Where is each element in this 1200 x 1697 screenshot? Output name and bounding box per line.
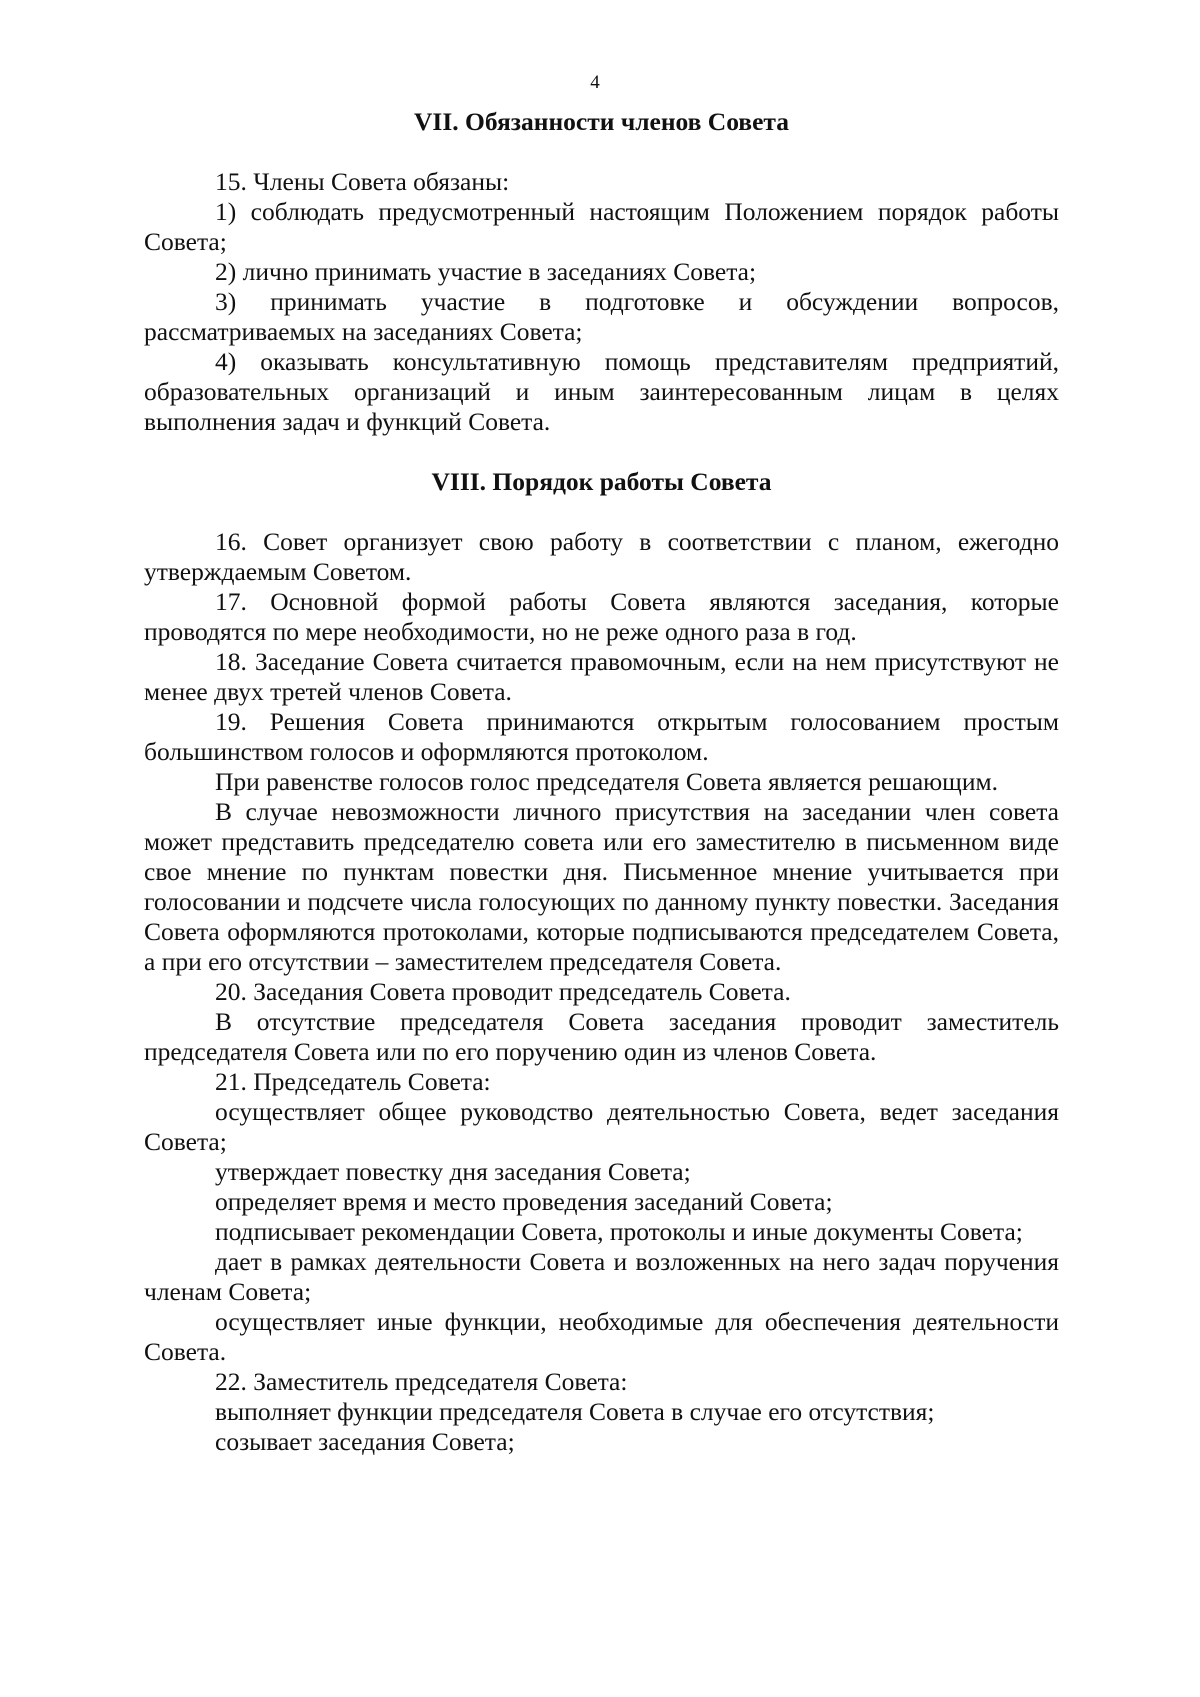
paragraph-22-item-2: созывает заседания Совета;	[215, 1427, 515, 1456]
paragraph-15: 15. Члены Совета обязаны:	[215, 167, 510, 196]
paragraph-21-item-1: осуществляет общее руководство деятельностью Совета, ведет заседания Совета;	[144, 1097, 1059, 1156]
paragraph-21-item-4: подписывает рекомендации Совета, протоколы и иные документы Совета;	[215, 1217, 1023, 1246]
paragraph-19: 19. Решения Совета принимаются открытым голосованием простым большинством голосов и оформляются протоколом.	[144, 707, 1059, 766]
spacer	[144, 437, 1059, 467]
paragraph-19-absence: В случае невозможности личного присутствия на заседании член совета может представить председателю совета или его заместителю в письменном виде свое мнение по пунктам повестки дня. Письменное мнение учитывается при голосовании и подсчете числа голосующих по данному пункту повестки. Заседания Совета оформляются протоколами, которые подписываются председателем Совета, а при его отсутствии – заместителем председателя Совета.	[144, 797, 1059, 976]
paragraph-21-item-6: осуществляет иные функции, необходимые для обеспечения деятельности Совета.	[144, 1307, 1059, 1366]
paragraph-18: 18. Заседание Совета считается правомочным, если на нем присутствуют не менее двух третей членов Совета.	[144, 647, 1059, 706]
spacer	[144, 137, 1059, 167]
paragraph-15-item-3: 3) принимать участие в подготовке и обсуждении вопросов, рассматриваемых на заседаниях Совета;	[144, 287, 1059, 346]
paragraph-21-item-3: определяет время и место проведения заседаний Совета;	[215, 1187, 833, 1216]
section-body-duties	[144, 167, 1059, 437]
paragraph-20: 20. Заседания Совета проводит председатель Совета.	[215, 977, 791, 1006]
document-content	[144, 107, 1059, 1457]
page-number: 4	[590, 72, 600, 93]
section-heading-procedure: VIII. Порядок работы Совета	[431, 467, 772, 496]
paragraph-17: 17. Основной формой работы Совета являются заседания, которые проводятся по мере необходимости, но не реже одного раза в год.	[144, 587, 1059, 646]
paragraph-21-item-5: дает в рамках деятельности Совета и возложенных на него задач поручения членам Совета;	[144, 1247, 1059, 1306]
paragraph-15-item-4: 4) оказывать консультативную помощь представителям предприятий, образовательных организаций и иным заинтересованным лицам в целях выполнения задач и функций Совета.	[144, 347, 1059, 436]
paragraph-20-deputy: В отсутствие председателя Совета заседания проводит заместитель председателя Совета или по его поручению один из членов Совета.	[144, 1007, 1059, 1066]
section-heading-duties: VII. Обязанности членов Совета	[414, 107, 789, 136]
spacer	[144, 497, 1059, 527]
paragraph-22-item-1: выполняет функции председателя Совета в случае его отсутствия;	[215, 1397, 935, 1426]
paragraph-21: 21. Председатель Совета:	[215, 1067, 491, 1096]
paragraph-22: 22. Заместитель председателя Совета:	[215, 1367, 628, 1396]
paragraph-15-item-1: 1) соблюдать предусмотренный настоящим Положением порядок работы Совета;	[144, 197, 1059, 256]
paragraph-19-tie-vote: При равенстве голосов голос председателя Совета является решающим.	[215, 767, 998, 796]
section-body-procedure	[144, 527, 1059, 1457]
paragraph-15-item-2: 2) лично принимать участие в заседаниях Совета;	[215, 257, 757, 286]
paragraph-21-item-2: утверждает повестку дня заседания Совета;	[215, 1157, 691, 1186]
paragraph-16: 16. Совет организует свою работу в соответствии с планом, ежегодно утверждаемым Советом.	[144, 527, 1059, 586]
